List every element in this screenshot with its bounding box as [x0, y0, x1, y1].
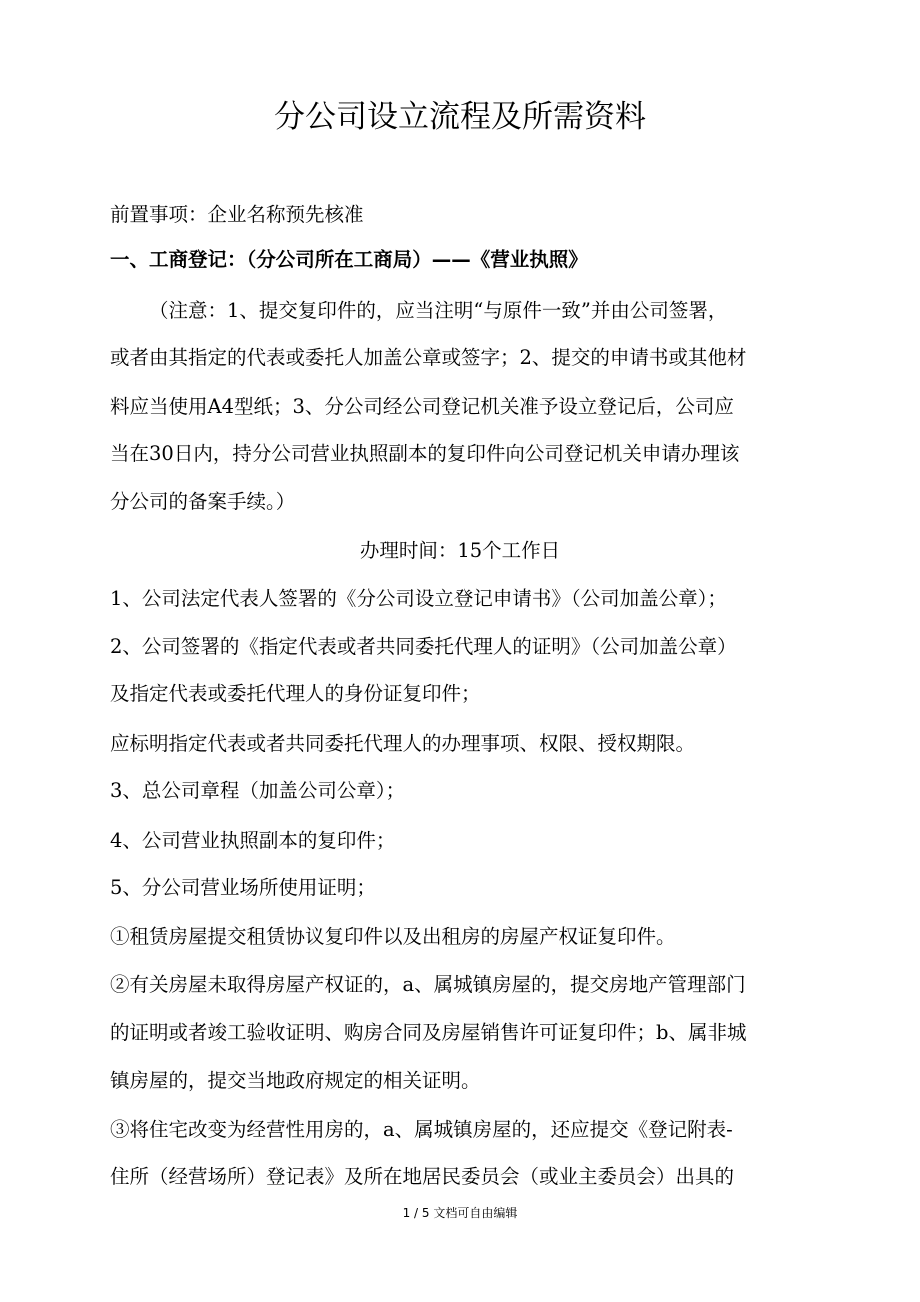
- list-item: 5、分公司营业场所使用证明；: [110, 876, 376, 899]
- processing-time: 办理时间：15个工作日: [359, 539, 561, 562]
- list-item: ①租赁房屋提交租赁协议复印件以及出租房的房屋产权证复印件。: [110, 925, 676, 948]
- list-item: 镇房屋的，提交当地政府规定的相关证明。: [110, 1069, 481, 1092]
- section-heading: 一、工商登记：（分公司所在工商局）——《营业执照》: [110, 248, 588, 271]
- list-item: ③将住宅改变为经营性用房的，a、属城镇房屋的，还应提交《登记附表-: [110, 1118, 733, 1141]
- prerequisite-line: 前置事项：企业名称预先核准: [110, 203, 364, 226]
- notice-line: 当在30日内，持分公司营业执照副本的复印件向公司登记机关申请办理该: [110, 442, 740, 465]
- list-item: 及指定代表或委托代理人的身份证复印件；: [110, 682, 481, 705]
- list-item: 住所（经营场所）登记表》及所在地居民委员会（或业主委员会）出具的: [110, 1165, 735, 1188]
- notice-line: 分公司的备案手续。）: [110, 490, 296, 513]
- page-footer: 1 / 5 文档可自由编辑: [402, 1206, 518, 1220]
- list-item: 1、公司法定代表人签署的《分公司设立登记申请书》（公司加盖公章）；: [110, 587, 727, 610]
- list-item: 的证明或者竣工验收证明、购房合同及房屋销售许可证复印件；b、属非城: [110, 1021, 747, 1044]
- list-item: 3、总公司章程（加盖公司公章）；: [110, 779, 406, 802]
- notice-line: （注意：1、提交复印件的，应当注明“与原件一致”并由公司签署，: [149, 299, 728, 322]
- list-item: 2、公司签署的《指定代表或者共同委托代理人的证明》（公司加盖公章）: [110, 635, 737, 658]
- list-item: 应标明指定代表或者共同委托代理人的办理事项、权限、授权期限。: [110, 732, 696, 755]
- notice-line: 料应当使用A4型纸；3、分公司经公司登记机关准予设立登记后，公司应: [110, 395, 734, 418]
- list-item: ②有关房屋未取得房屋产权证的，a、属城镇房屋的，提交房地产管理部门: [110, 973, 746, 996]
- document-title: 分公司设立流程及所需资料: [274, 99, 646, 135]
- notice-line: 或者由其指定的代表或委托人加盖公章或签字；2、提交的申请书或其他材: [110, 346, 747, 369]
- list-item: 4、公司营业执照副本的复印件；: [110, 829, 396, 852]
